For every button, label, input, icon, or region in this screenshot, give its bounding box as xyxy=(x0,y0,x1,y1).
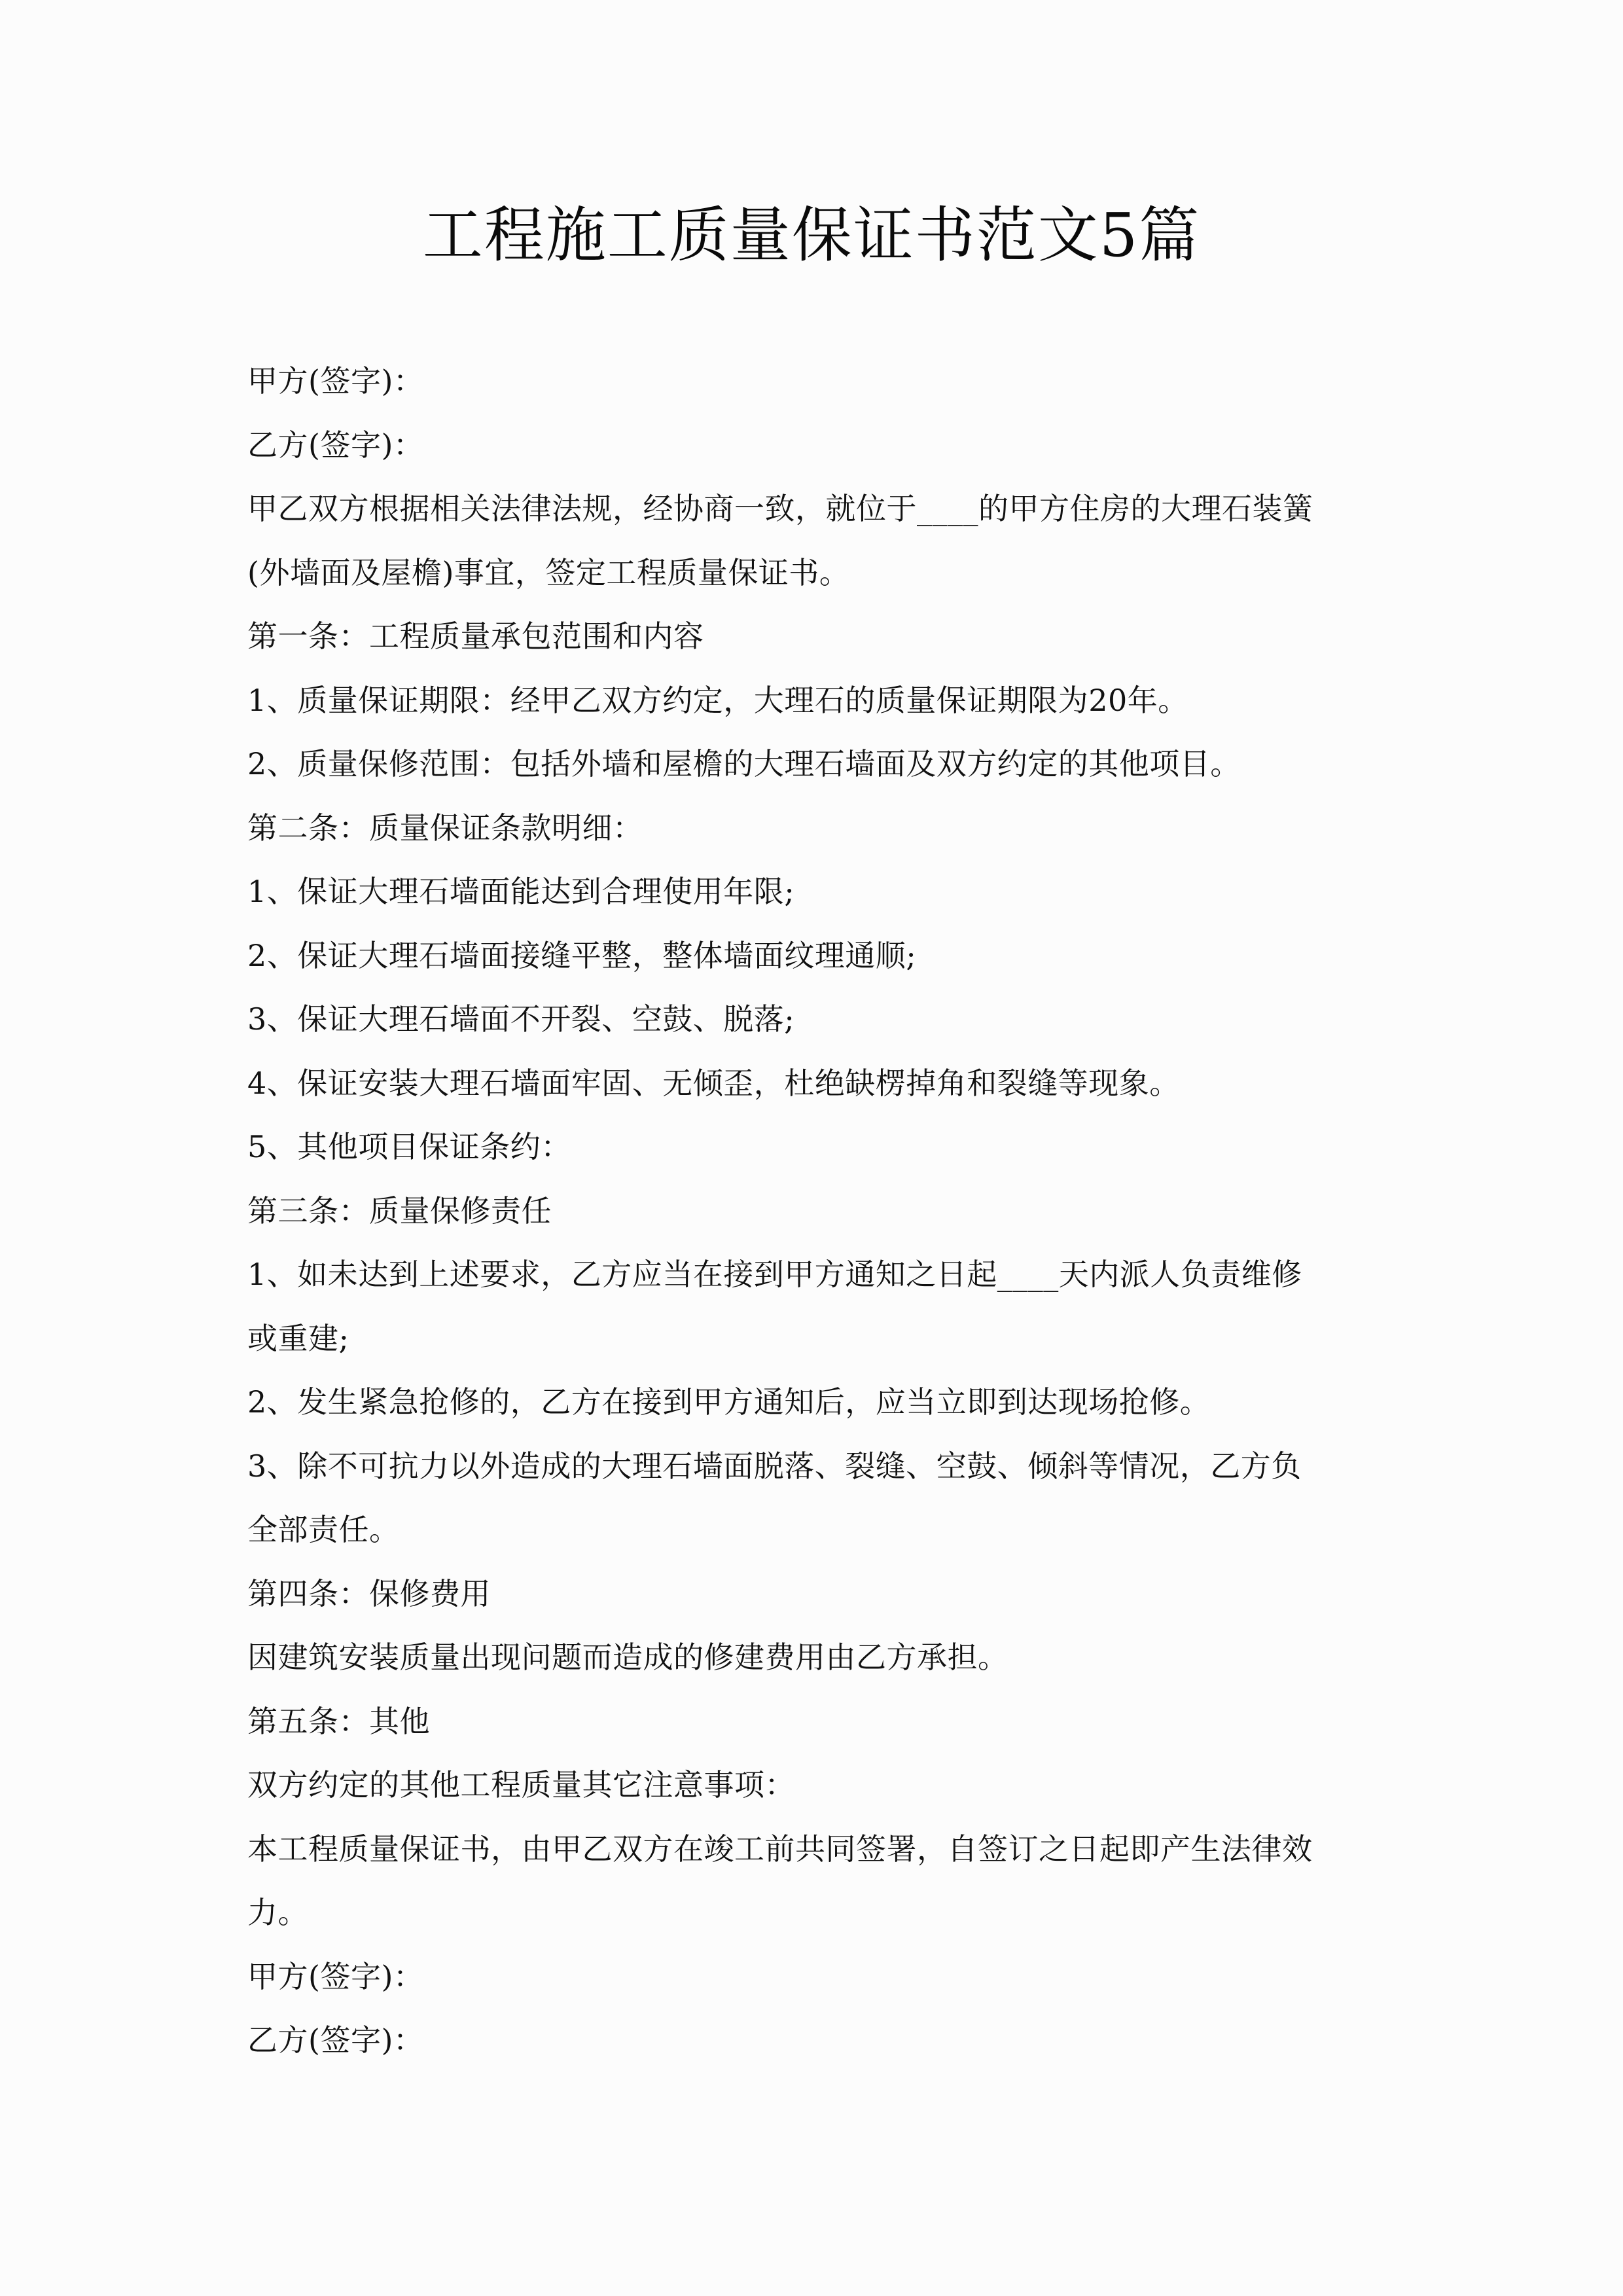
clause-item: 5、其他项目保证条约： xyxy=(247,1129,571,1164)
article-heading: 第四条：保修费用 xyxy=(247,1575,491,1611)
clause-item: 4、保证安装大理石墙面牢固、无倾歪，杜绝缺楞掉角和裂缝等现象。 xyxy=(247,1065,1180,1101)
clause-text: 双方约定的其他工程质量其它注意事项： xyxy=(247,1767,795,1803)
clause-text: 因建筑安装质量出现问题而造成的修建费用由乙方承担。 xyxy=(247,1640,1008,1675)
party-a-signature-line: 甲方(签字)： xyxy=(247,1958,424,1994)
clause-item-continuation: 全部责任。 xyxy=(247,1512,400,1547)
article-heading: 第五条：其他 xyxy=(247,1703,430,1739)
clause-item: 1、质量保证期限：经甲乙双方约定，大理石的质量保证期限为20年。 xyxy=(247,682,1188,718)
preamble-line: 甲乙双方根据相关法律法规，经协商一致，就位于____的甲方住房的大理石装簧 xyxy=(247,491,1313,526)
clause-item: 1、如未达到上述要求，乙方应当在接到甲方通知之日起____天内派人负责维修 xyxy=(247,1257,1302,1292)
party-a-signature-line: 甲方(签字)： xyxy=(247,363,424,399)
closing-text-continuation: 力。 xyxy=(247,1895,308,1930)
clause-item: 1、保证大理石墙面能达到合理使用年限; xyxy=(247,874,795,909)
clause-item-continuation: 或重建; xyxy=(247,1320,349,1356)
closing-text: 本工程质量保证书，由甲乙双方在竣工前共同签署，自签订之日起即产生法律效 xyxy=(247,1831,1313,1867)
clause-item: 3、除不可抗力以外造成的大理石墙面脱落、裂缝、空鼓、倾斜等情况，乙方负 xyxy=(247,1448,1302,1484)
clause-item: 2、发生紧急抢修的，乙方在接到甲方通知后，应当立即到达现场抢修。 xyxy=(247,1384,1211,1420)
clause-item: 3、保证大理石墙面不开裂、空鼓、脱落; xyxy=(247,1001,795,1037)
preamble-line: (外墙面及屋檐)事宜，签定工程质量保证书。 xyxy=(247,554,850,590)
document-body xyxy=(247,350,1380,2073)
party-b-signature-line: 乙方(签字)： xyxy=(247,427,424,463)
party-b-signature-line: 乙方(签字)： xyxy=(247,2022,424,2058)
clause-item: 2、质量保修范围：包括外墙和屋檐的大理石墙面及双方约定的其他项目。 xyxy=(247,746,1241,781)
article-heading: 第一条：工程质量承包范围和内容 xyxy=(247,619,704,654)
document-title: 工程施工质量保证书范文5篇 xyxy=(422,200,1201,270)
article-heading: 第三条：质量保修责任 xyxy=(247,1193,552,1229)
article-heading: 第二条：质量保证条款明细： xyxy=(247,810,643,846)
clause-item: 2、保证大理石墙面接缝平整，整体墙面纹理通顺; xyxy=(247,937,917,973)
